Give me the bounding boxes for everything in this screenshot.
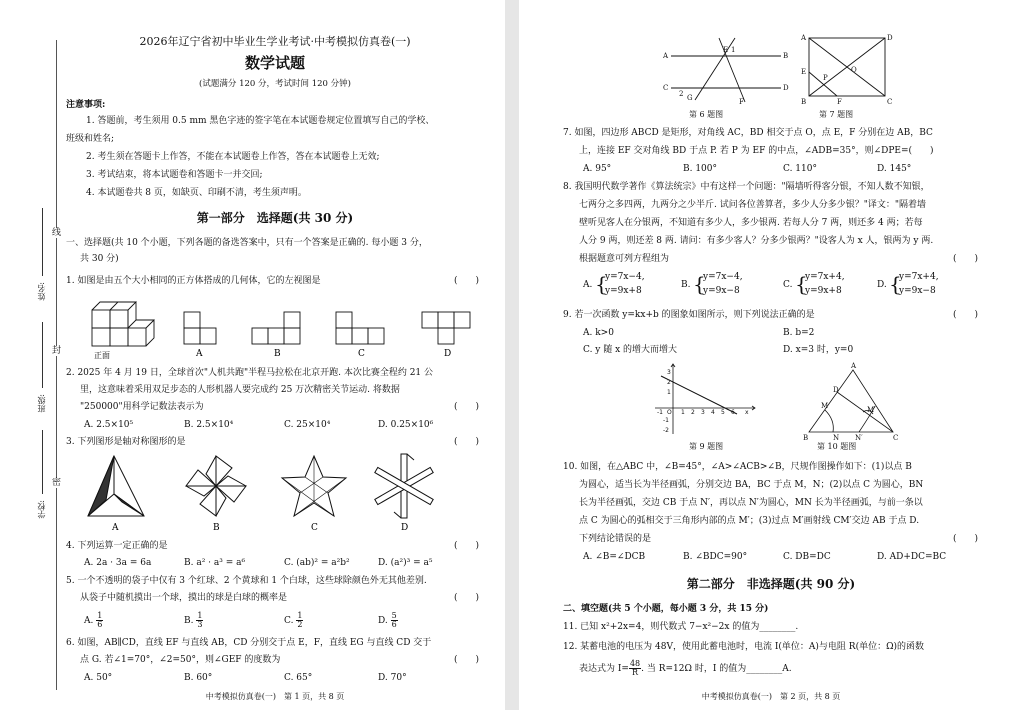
q9-option-a[interactable]: A. k>0 xyxy=(583,328,614,338)
q3-option-b-figure xyxy=(186,456,246,516)
q7-option-a[interactable]: A. 95° xyxy=(583,164,612,174)
q2-line-2: 里，这意味着采用双足步态的人形机器人要完成约 25 万次精密关节运动. 将数据 xyxy=(80,385,400,395)
q6-line-2: 点 G. 若∠1=70°，∠2=50°，则∠GEF 的度数为 xyxy=(80,655,281,665)
binding-line xyxy=(56,40,57,690)
fig6-caption: 第 6 题图 xyxy=(689,110,724,119)
q6-line-1: 6. 如图，AB∥CD，直线 EF 与直线 AB，CD 分别交于点 E，F，直线 EG 与直线 CD 交于 xyxy=(66,638,432,648)
q1-option-a-label: A xyxy=(196,349,203,359)
svg-text:A: A xyxy=(851,362,857,370)
notice-item-2: 2. 考生须在答题卡上作答，不能在本试题卷上作答，答在本试题卷上无效; xyxy=(86,152,380,162)
svg-text:F: F xyxy=(837,98,842,106)
q3-option-d-label: D xyxy=(401,523,409,533)
svg-text:D: D xyxy=(833,386,839,394)
svg-text:E: E xyxy=(723,46,729,54)
school-blank[interactable] xyxy=(42,430,43,494)
q1-option-c-figure xyxy=(336,312,384,344)
fig10-figure xyxy=(803,362,899,442)
svg-text:D: D xyxy=(887,34,893,42)
q10-option-b[interactable]: B. ∠BDC=90° xyxy=(683,552,748,562)
q7-line-2[interactable]: 上，连接 EF 交对角线 BD 于点 P. 若 P 为 EF 的中点，∠ADB=35°，则∠DPE=( ) xyxy=(579,146,934,156)
q1-option-c-label: C xyxy=(358,349,365,359)
part1-title: 第一部分 选择题(共 30 分) xyxy=(196,211,354,225)
svg-text:F: F xyxy=(739,98,744,106)
svg-text:O: O xyxy=(851,66,857,74)
q3-option-b-label: B xyxy=(213,523,220,533)
q3-figures xyxy=(84,450,484,538)
q7-option-d[interactable]: D. 145° xyxy=(877,164,912,174)
q11-text[interactable]: 11. 已知 x²+2x=4，则代数式 7−x²−2x 的值为________. xyxy=(563,622,799,632)
notice-item-4: 4. 本试题卷共 8 页，如缺页、印刷不清，考生须声明。 xyxy=(86,188,307,198)
svg-text:M′: M′ xyxy=(867,406,876,414)
exam-page-1 xyxy=(0,0,503,710)
q6-option-c[interactable]: C. 65° xyxy=(284,673,313,683)
svg-text:B: B xyxy=(801,98,807,106)
svg-text:5: 5 xyxy=(721,409,725,416)
binding-margin xyxy=(0,0,60,710)
svg-text:1: 1 xyxy=(731,46,736,54)
exam-title: 2026年辽宁省初中毕业生学业考试·中考模拟仿真卷(一) xyxy=(139,35,411,48)
section2-intro: 二、填空题(共 5 个小题，每小题 3 分，共 15 分) xyxy=(563,604,769,614)
q6-option-b[interactable]: B. 60° xyxy=(184,673,213,683)
q10-answer-paren[interactable]: ( ) xyxy=(953,534,979,544)
exam-page-2: A B C D E 1 F G 2 第 6 题图 A D B C E F P O 第 7 题图 7. 如图，四边形 ABCD 是矩形，对角线 AC，BD 相交于点 O，点 E，F 分别在边 AB，BC 上，连接 EF 交对角线 BD 于点 P. 若 P 为 EF 的中点，∠ADB=35°，则∠DPE=( ) A. 95° B. 100° C. 110° D. 145° 8. 我国明代数学著作《算法统宗》中有这样一个问题："隔墙听得客分银，不知人数不知银， 七两分之多四两，九两分之少半斤. 试问各位善算者，多少人分多少银？"译文："隔着墙 壁听见客人在分银两，不知道有多少人，多少银两. 若每人分 7 两，则还多 4 两；若每 人分 9 两，则还差 8 两. 请问：有多少客人？分多少银两？"设客人为 x 人，银两为 y 两. 根据题意可列方程组为 ( ) A. { y=7x−4, y=9x+8 B. { y=7x−4, y=9x−8 C. { y=7x+4, y=9x+8 D. { y=7x+4, y=9x−8 9. 若一次函数 y=kx+b 的图象如图所示，则下列说法正确的是 ( ) A. k>0 B. b=2 C. y 随 x 的增大而增大 D. x=3 时，y=0 3 2 1 -1 O 1 2 3 4 5 6 x -1 -2 第 9 题图 A B C D M M′ N N′ 第 10 题图 10. 如图，在△ABC 中，∠B=45°，∠A>∠ACB>∠B，尺规作图操作如下：(1)以点 B 为圆心，适当长为半径画弧，分别交边 BA，BC 于点 M，N；(2)以点 C 为圆心，BN 长为半径画弧，交边 CB 于点 N′，再以点 N′为圆心，MN 长为半径画弧，与前一条以 点 C 为圆心的弧相交于三角形内部的点 M′；(3)过点 M′画射线 CM′交边 AB 于点 D. 下列结论错误的是 ( ) A. ∠B=∠DCB B. ∠BDC=90° C. DB=DC D. AD+DC=BC 第二部分 非选择题(共 90 分) 二、填空题(共 5 个小题，每小题 3 分，共 15 分) 11. 已知 x²+2x=4，则代数式 7−x²−2x 的值为________. 12. 某蓄电池的电压为 48V，使用此蓄电池时，电流 I(单位：A)与电阻 R(单位：Ω)的函数 表达式为 I= $\frac{48}{R}$ . 当 R=12Ω 时，I 的值为________A. 中考模拟仿真卷(一) 第 2 页，共 8 页 xyxy=(521,0,1024,710)
q8-line-3: 壁听见客人在分银两，不知道有多少人，多少银两. 若每人分 7 两，则还多 4 两；若每 xyxy=(579,218,923,228)
q5-line-2: 从袋子中随机摸出一个球，摸出的球是白球的概率是 xyxy=(80,593,288,603)
fig10-caption: 第 10 题图 xyxy=(817,442,857,451)
svg-text:C: C xyxy=(663,84,669,92)
q9-answer-paren[interactable]: ( ) xyxy=(953,310,979,320)
school-label: 学校: xyxy=(37,500,46,519)
q8-answer-paren[interactable]: ( ) xyxy=(953,254,979,264)
q4-answer-paren[interactable]: ( ) xyxy=(454,541,480,551)
q3-option-a-figure xyxy=(88,456,144,516)
section1-intro: 一、选择题(共 10 个小题，下列各题的备选答案中，只有一个答案是正确的. 每小题 3 分， xyxy=(66,238,428,248)
svg-text:-1: -1 xyxy=(657,409,663,416)
svg-text:C: C xyxy=(893,434,899,442)
svg-text:1: 1 xyxy=(667,389,671,396)
svg-text:-2: -2 xyxy=(663,427,669,434)
q2-answer-paren[interactable]: ( ) xyxy=(454,402,480,412)
q9-option-d[interactable]: D. x=3 时，y=0 xyxy=(783,345,854,355)
svg-text:D: D xyxy=(783,84,789,92)
svg-text:x: x xyxy=(745,409,749,416)
q5-option-a[interactable]: A. $\frac{1}{6}$ xyxy=(84,611,103,629)
q1-option-a-figure xyxy=(184,312,216,344)
notice-title: 注意事项: xyxy=(66,100,106,110)
notice-item-1b: 班级和姓名; xyxy=(66,134,115,144)
q2-option-c[interactable]: C. 25×10⁴ xyxy=(284,420,331,430)
page1-footer: 中考模拟仿真卷(一) 第 1 页，共 8 页 xyxy=(205,692,345,701)
q1-option-b-figure xyxy=(252,312,300,344)
svg-text:P: P xyxy=(823,74,828,82)
fig9-caption: 第 9 题图 xyxy=(689,442,724,451)
q1-option-d-figure xyxy=(422,312,470,344)
q10-line-2: 为圆心，适当长为半径画弧，分别交边 BA，BC 于点 M，N；(2)以点 C 为圆心，BN xyxy=(579,480,924,490)
q3-option-c-label: C xyxy=(311,523,318,533)
q12-line-1: 12. 某蓄电池的电压为 48V，使用此蓄电池时，电流 I(单位：A)与电阻 R(单位：Ω)的函数 xyxy=(563,642,925,652)
q3-text: 3. 下列图形是轴对称图形的是 xyxy=(66,437,186,447)
q7-option-c[interactable]: C. 110° xyxy=(783,164,817,174)
q3-option-c-figure xyxy=(282,456,346,516)
q4-option-b[interactable]: B. a² · a³ = a⁶ xyxy=(184,558,246,568)
q4-option-c[interactable]: C. (ab)² = a²b² xyxy=(284,558,350,568)
class-label: 班级: xyxy=(37,394,46,413)
q10-line-3: 长为半径画弧，交边 CB 于点 N′，再以点 N′为圆心，MN 长为半径画弧，与前一条以 xyxy=(579,498,923,508)
q2-line-3: "250000"用科学记数法表示为 xyxy=(80,402,204,412)
q5-answer-paren[interactable]: ( ) xyxy=(454,593,480,603)
q5-option-c[interactable]: C. $\frac{1}{2}$ xyxy=(284,611,303,629)
q9-option-c[interactable]: C. y 随 x 的增大而增大 xyxy=(583,345,678,355)
notice-item-3: 3. 考试结束，将本试题卷和答题卡一并交回; xyxy=(86,170,263,180)
q8-line-2: 七两分之多四两，九两分之少半斤. 试问各位善算者，多少人分多少银？"译文："隔着墙 xyxy=(579,200,927,210)
q8-line-5: 根据题意可列方程组为 xyxy=(579,254,670,264)
name-label: 姓名: xyxy=(37,282,46,301)
q10-option-d[interactable]: D. AD+DC=BC xyxy=(877,552,947,562)
q10-option-a[interactable]: A. ∠B=∠DCB xyxy=(583,552,646,562)
exam-info: (试题满分 120 分，考试时间 120 分钟) xyxy=(199,79,351,89)
q4-option-a[interactable]: A. 2a · 3a = 6a xyxy=(84,558,152,568)
q1-text: 1. 如图是由五个大小相同的正方体搭成的几何体，它的左视图是 xyxy=(66,276,321,286)
q4-option-d[interactable]: D. (a²)³ = a⁵ xyxy=(378,558,433,568)
class-blank[interactable] xyxy=(42,322,43,388)
q3-option-a-label: A xyxy=(112,523,119,533)
q1-front-label: 正面 xyxy=(94,351,110,360)
svg-text:A: A xyxy=(801,34,807,42)
q1-answer-paren[interactable]: ( ) xyxy=(454,276,480,286)
binding-seal-label: 封 xyxy=(52,346,62,356)
part2-title: 第二部分 非选择题(共 90 分) xyxy=(686,577,856,591)
q6-answer-paren[interactable]: ( ) xyxy=(454,655,480,665)
name-blank[interactable] xyxy=(42,208,43,276)
q3-option-d-figure xyxy=(375,454,433,518)
q9-option-b[interactable]: B. b=2 xyxy=(783,328,815,338)
q2-line-1: 2. 2025 年 4 月 19 日，全球首次"人机共跑"半程马拉松在北京开跑. 本次比赛全程约 21 公 xyxy=(66,368,434,378)
q6-option-a[interactable]: A. 50° xyxy=(84,673,113,683)
binding-dense-label: 密 xyxy=(52,478,62,488)
q1-solid-figure xyxy=(92,302,154,346)
q5-line-1: 5. 一个不透明的袋子中仅有 3 个红球、2 个黄球和 1 个白球，这些球除颜色外无其他差别. xyxy=(66,576,427,586)
q10-line-1: 10. 如图，在△ABC 中，∠B=45°，∠A>∠ACB>∠B，尺规作图操作如下：(1)以点 B xyxy=(563,462,912,472)
fig6-line-eg xyxy=(695,38,735,100)
svg-text:N: N xyxy=(833,434,840,442)
q4-text: 4. 下列运算一定正确的是 xyxy=(66,541,168,551)
svg-text:G: G xyxy=(687,94,693,102)
q7-option-b[interactable]: B. 100° xyxy=(683,164,718,174)
svg-text:B: B xyxy=(783,52,789,60)
page-divider xyxy=(505,0,519,710)
section1-intro-2: 共 30 分) xyxy=(80,254,119,264)
q2-option-d[interactable]: D. 0.25×10⁶ xyxy=(378,420,434,430)
q5-option-b[interactable]: B. $\frac{1}{3}$ xyxy=(184,611,203,629)
q10-line-5: 下列结论错误的是 xyxy=(579,534,652,544)
q12-line-2[interactable]: 表达式为 I= $\frac{48}{R}$ . 当 R=12Ω 时，I 的值为________A. xyxy=(579,659,792,677)
q9-text: 9. 若一次函数 y=kx+b 的图象如图所示，则下列说法正确的是 xyxy=(563,310,815,320)
notice-item-1: 1. 答题前，考生须用 0.5 mm 黑色字迹的签字笔在本试题卷规定位置填写自己的学校、 xyxy=(86,116,435,126)
q2-option-b[interactable]: B. 2.5×10⁴ xyxy=(184,420,234,430)
svg-text:E: E xyxy=(801,68,807,76)
svg-text:6: 6 xyxy=(731,409,735,416)
fig7-caption: 第 7 题图 xyxy=(819,110,854,119)
subject-title: 数学试题 xyxy=(244,54,305,72)
fig9-graph xyxy=(651,362,761,438)
svg-text:2: 2 xyxy=(679,90,684,98)
q8-line-4: 人分 9 两，则还差 8 两. 请问：有多少客人？分多少银两？"设客人为 x 人，银两为 y 两. xyxy=(579,236,934,246)
svg-text:3: 3 xyxy=(701,409,705,416)
q7-line-1: 7. 如图，四边形 ABCD 是矩形，对角线 AC，BD 相交于点 O，点 E，F 分别在边 AB，BC xyxy=(563,128,933,138)
svg-text:2: 2 xyxy=(667,379,671,386)
q2-option-a[interactable]: A. 2.5×10⁵ xyxy=(84,420,134,430)
svg-text:1: 1 xyxy=(681,409,685,416)
q1-option-b-label: B xyxy=(274,349,281,359)
q8-line-1: 8. 我国明代数学著作《算法统宗》中有这样一个问题："隔墙听得客分银，不知人数不知银， xyxy=(563,182,930,192)
svg-text:-1: -1 xyxy=(663,417,669,424)
page2-footer: 中考模拟仿真卷(一) 第 2 页，共 8 页 xyxy=(701,692,841,701)
svg-text:N′: N′ xyxy=(855,434,863,442)
svg-text:O: O xyxy=(667,409,672,416)
svg-text:C: C xyxy=(887,98,893,106)
svg-text:A: A xyxy=(663,52,669,60)
svg-text:2: 2 xyxy=(691,409,695,416)
binding-line-label: 线 xyxy=(52,228,62,238)
svg-text:3: 3 xyxy=(667,369,671,376)
q10-line-4: 点 C 为圆心的弧相交于三角形内部的点 M′；(3)过点 M′画射线 CM′交边 AB 于点 D. xyxy=(579,516,920,526)
q1-figures xyxy=(84,290,484,362)
svg-text:4: 4 xyxy=(711,409,715,416)
q6-option-d[interactable]: D. 70° xyxy=(378,673,407,683)
q5-option-d[interactable]: D. $\frac{5}{6}$ xyxy=(378,611,397,629)
fig7-figure xyxy=(797,32,897,106)
q10-option-c[interactable]: C. DB=DC xyxy=(783,552,831,562)
q1-option-d-label: D xyxy=(444,349,452,359)
q3-answer-paren[interactable]: ( ) xyxy=(454,437,480,447)
svg-text:M: M xyxy=(821,402,829,410)
svg-text:B: B xyxy=(803,434,809,442)
fig6-figure xyxy=(661,30,791,108)
